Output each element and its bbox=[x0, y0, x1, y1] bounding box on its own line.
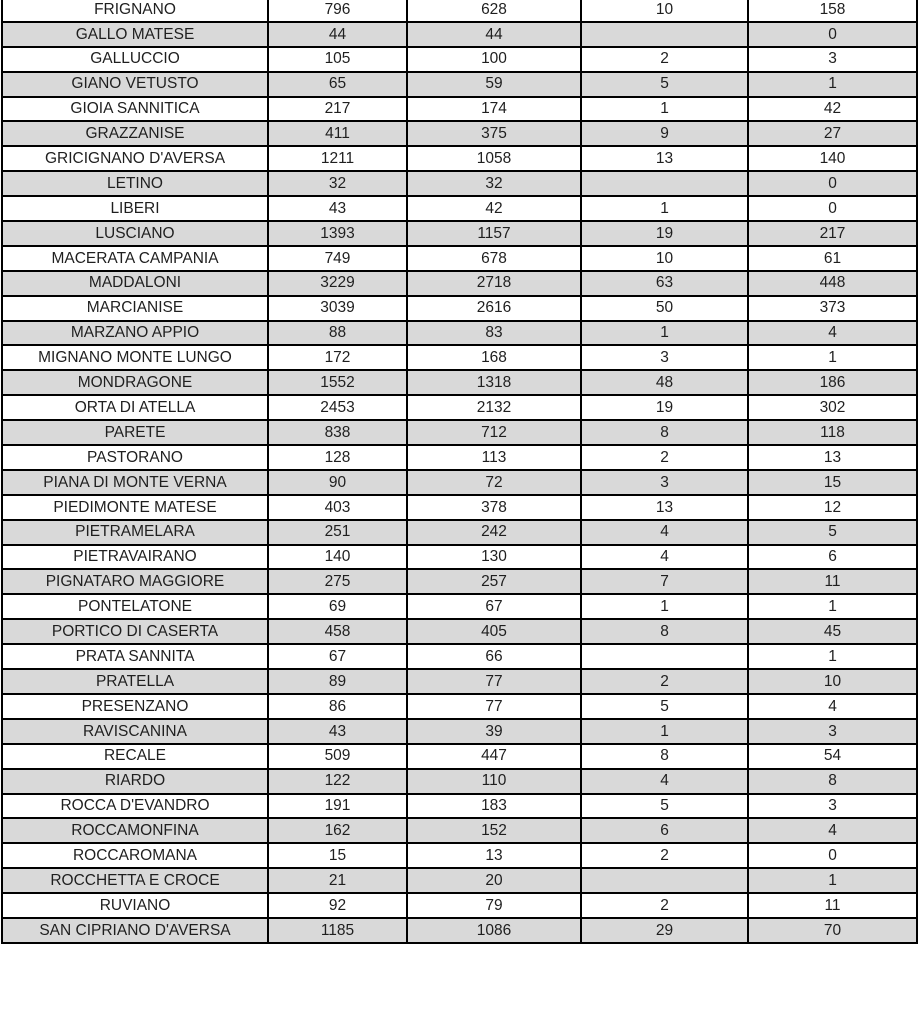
value-cell: 4 bbox=[748, 694, 917, 719]
value-cell: 378 bbox=[407, 495, 581, 520]
municipality-name-cell: GIOIA SANNITICA bbox=[2, 97, 268, 122]
value-cell: 0 bbox=[748, 843, 917, 868]
value-cell: 39 bbox=[407, 719, 581, 744]
municipality-name-cell: RIARDO bbox=[2, 769, 268, 794]
value-cell: 110 bbox=[407, 769, 581, 794]
municipality-name-cell: PASTORANO bbox=[2, 445, 268, 470]
value-cell: 3 bbox=[581, 470, 748, 495]
table-row bbox=[2, 395, 917, 420]
value-cell: 2453 bbox=[268, 395, 407, 420]
municipality-name-cell: GIANO VETUSTO bbox=[2, 72, 268, 97]
table-row bbox=[2, 146, 917, 171]
value-cell: 105 bbox=[268, 47, 407, 72]
value-cell: 77 bbox=[407, 669, 581, 694]
table-row bbox=[2, 694, 917, 719]
value-cell: 1157 bbox=[407, 221, 581, 246]
value-cell: 1 bbox=[748, 345, 917, 370]
table-row bbox=[2, 171, 917, 196]
value-cell: 5 bbox=[581, 794, 748, 819]
value-cell bbox=[581, 171, 748, 196]
value-cell: 3 bbox=[748, 47, 917, 72]
municipality-name-cell: LUSCIANO bbox=[2, 221, 268, 246]
value-cell: 191 bbox=[268, 794, 407, 819]
value-cell: 5 bbox=[581, 694, 748, 719]
municipality-name-cell: PORTICO DI CASERTA bbox=[2, 619, 268, 644]
value-cell: 628 bbox=[407, 0, 581, 22]
value-cell: 42 bbox=[748, 97, 917, 122]
municipality-name-cell: MONDRAGONE bbox=[2, 370, 268, 395]
municipality-name-cell: PRATELLA bbox=[2, 669, 268, 694]
value-cell: 217 bbox=[268, 97, 407, 122]
municipality-name-cell: MIGNANO MONTE LUNGO bbox=[2, 345, 268, 370]
municipality-name-cell: ROCCAROMANA bbox=[2, 843, 268, 868]
table-row bbox=[2, 719, 917, 744]
table-row bbox=[2, 744, 917, 769]
value-cell: 1 bbox=[748, 594, 917, 619]
value-cell: 162 bbox=[268, 818, 407, 843]
value-cell: 8 bbox=[581, 420, 748, 445]
value-cell: 43 bbox=[268, 719, 407, 744]
value-cell: 183 bbox=[407, 794, 581, 819]
value-cell: 4 bbox=[581, 545, 748, 570]
value-cell: 749 bbox=[268, 246, 407, 271]
value-cell: 122 bbox=[268, 769, 407, 794]
value-cell: 174 bbox=[407, 97, 581, 122]
value-cell: 65 bbox=[268, 72, 407, 97]
value-cell: 45 bbox=[748, 619, 917, 644]
value-cell: 61 bbox=[748, 246, 917, 271]
value-cell: 13 bbox=[748, 445, 917, 470]
value-cell: 19 bbox=[581, 395, 748, 420]
table-body bbox=[2, 0, 917, 943]
value-cell: 1 bbox=[748, 72, 917, 97]
municipality-name-cell: PARETE bbox=[2, 420, 268, 445]
value-cell: 13 bbox=[581, 146, 748, 171]
value-cell: 79 bbox=[407, 893, 581, 918]
table-row bbox=[2, 321, 917, 346]
value-cell: 13 bbox=[407, 843, 581, 868]
table-row bbox=[2, 47, 917, 72]
value-cell: 89 bbox=[268, 669, 407, 694]
value-cell: 302 bbox=[748, 395, 917, 420]
value-cell: 12 bbox=[748, 495, 917, 520]
value-cell: 4 bbox=[748, 321, 917, 346]
municipality-name-cell: GALLUCCIO bbox=[2, 47, 268, 72]
value-cell: 405 bbox=[407, 619, 581, 644]
value-cell: 1211 bbox=[268, 146, 407, 171]
value-cell: 6 bbox=[748, 545, 917, 570]
municipality-name-cell: LIBERI bbox=[2, 196, 268, 221]
value-cell: 3229 bbox=[268, 271, 407, 296]
municipality-name-cell: PONTELATONE bbox=[2, 594, 268, 619]
value-cell: 27 bbox=[748, 121, 917, 146]
municipalities-table bbox=[1, 0, 918, 944]
municipality-name-cell: GRAZZANISE bbox=[2, 121, 268, 146]
value-cell: 19 bbox=[581, 221, 748, 246]
table-row bbox=[2, 196, 917, 221]
value-cell: 21 bbox=[268, 868, 407, 893]
value-cell: 140 bbox=[268, 545, 407, 570]
table-row bbox=[2, 271, 917, 296]
table-row bbox=[2, 818, 917, 843]
municipality-name-cell: MARZANO APPIO bbox=[2, 321, 268, 346]
value-cell: 54 bbox=[748, 744, 917, 769]
value-cell: 2 bbox=[581, 669, 748, 694]
municipality-name-cell: ROCCHETTA E CROCE bbox=[2, 868, 268, 893]
value-cell: 15 bbox=[268, 843, 407, 868]
table-row bbox=[2, 420, 917, 445]
value-cell: 128 bbox=[268, 445, 407, 470]
table-row bbox=[2, 495, 917, 520]
value-cell: 6 bbox=[581, 818, 748, 843]
value-cell: 83 bbox=[407, 321, 581, 346]
value-cell: 2 bbox=[581, 445, 748, 470]
value-cell: 1086 bbox=[407, 918, 581, 943]
value-cell: 100 bbox=[407, 47, 581, 72]
value-cell: 42 bbox=[407, 196, 581, 221]
municipality-name-cell: SAN CIPRIANO D'AVERSA bbox=[2, 918, 268, 943]
value-cell: 77 bbox=[407, 694, 581, 719]
table-row bbox=[2, 569, 917, 594]
value-cell: 1 bbox=[581, 196, 748, 221]
value-cell: 5 bbox=[581, 72, 748, 97]
municipality-name-cell: ORTA DI ATELLA bbox=[2, 395, 268, 420]
value-cell: 0 bbox=[748, 171, 917, 196]
value-cell: 796 bbox=[268, 0, 407, 22]
municipality-name-cell: RECALE bbox=[2, 744, 268, 769]
value-cell: 70 bbox=[748, 918, 917, 943]
municipality-name-cell: RUVIANO bbox=[2, 893, 268, 918]
table-row bbox=[2, 97, 917, 122]
table-row bbox=[2, 221, 917, 246]
municipality-name-cell: PRESENZANO bbox=[2, 694, 268, 719]
value-cell: 0 bbox=[748, 22, 917, 47]
value-cell: 43 bbox=[268, 196, 407, 221]
municipality-name-cell: MARCIANISE bbox=[2, 296, 268, 321]
value-cell: 118 bbox=[748, 420, 917, 445]
value-cell: 44 bbox=[268, 22, 407, 47]
value-cell: 678 bbox=[407, 246, 581, 271]
value-cell: 2 bbox=[581, 893, 748, 918]
table-row bbox=[2, 545, 917, 570]
value-cell: 152 bbox=[407, 818, 581, 843]
value-cell: 8 bbox=[581, 619, 748, 644]
value-cell: 4 bbox=[748, 818, 917, 843]
value-cell: 1318 bbox=[407, 370, 581, 395]
value-cell: 72 bbox=[407, 470, 581, 495]
table-row bbox=[2, 918, 917, 943]
value-cell: 10 bbox=[581, 0, 748, 22]
value-cell: 3 bbox=[748, 719, 917, 744]
value-cell: 50 bbox=[581, 296, 748, 321]
value-cell: 10 bbox=[581, 246, 748, 271]
municipality-name-cell: ROCCAMONFINA bbox=[2, 818, 268, 843]
value-cell: 69 bbox=[268, 594, 407, 619]
value-cell: 217 bbox=[748, 221, 917, 246]
table-row bbox=[2, 445, 917, 470]
value-cell: 172 bbox=[268, 345, 407, 370]
table-row bbox=[2, 345, 917, 370]
table-row bbox=[2, 470, 917, 495]
value-cell: 3 bbox=[581, 345, 748, 370]
municipality-name-cell: RAVISCANINA bbox=[2, 719, 268, 744]
value-cell: 186 bbox=[748, 370, 917, 395]
municipality-name-cell: PIETRAMELARA bbox=[2, 520, 268, 545]
municipality-name-cell: GALLO MATESE bbox=[2, 22, 268, 47]
value-cell: 140 bbox=[748, 146, 917, 171]
table-row bbox=[2, 0, 917, 22]
value-cell: 67 bbox=[407, 594, 581, 619]
value-cell: 2616 bbox=[407, 296, 581, 321]
value-cell: 375 bbox=[407, 121, 581, 146]
value-cell: 838 bbox=[268, 420, 407, 445]
value-cell: 1 bbox=[581, 321, 748, 346]
value-cell: 11 bbox=[748, 893, 917, 918]
value-cell: 458 bbox=[268, 619, 407, 644]
table-row bbox=[2, 296, 917, 321]
value-cell: 9 bbox=[581, 121, 748, 146]
table-row bbox=[2, 893, 917, 918]
municipality-name-cell: GRICIGNANO D'AVERSA bbox=[2, 146, 268, 171]
value-cell: 1 bbox=[581, 719, 748, 744]
value-cell: 448 bbox=[748, 271, 917, 296]
municipality-name-cell: MADDALONI bbox=[2, 271, 268, 296]
value-cell: 2718 bbox=[407, 271, 581, 296]
value-cell bbox=[581, 22, 748, 47]
value-cell: 7 bbox=[581, 569, 748, 594]
value-cell: 1393 bbox=[268, 221, 407, 246]
value-cell: 0 bbox=[748, 196, 917, 221]
value-cell: 8 bbox=[748, 769, 917, 794]
value-cell: 11 bbox=[748, 569, 917, 594]
value-cell: 2 bbox=[581, 843, 748, 868]
value-cell: 257 bbox=[407, 569, 581, 594]
municipality-name-cell: ROCCA D'EVANDRO bbox=[2, 794, 268, 819]
municipality-name-cell: PIETRAVAIRANO bbox=[2, 545, 268, 570]
value-cell: 130 bbox=[407, 545, 581, 570]
value-cell: 90 bbox=[268, 470, 407, 495]
value-cell: 5 bbox=[748, 520, 917, 545]
value-cell: 509 bbox=[268, 744, 407, 769]
value-cell: 1 bbox=[581, 97, 748, 122]
value-cell: 59 bbox=[407, 72, 581, 97]
table-row bbox=[2, 121, 917, 146]
value-cell: 1058 bbox=[407, 146, 581, 171]
value-cell: 10 bbox=[748, 669, 917, 694]
value-cell: 1552 bbox=[268, 370, 407, 395]
value-cell: 88 bbox=[268, 321, 407, 346]
table-row bbox=[2, 72, 917, 97]
table-row bbox=[2, 669, 917, 694]
value-cell: 403 bbox=[268, 495, 407, 520]
value-cell: 66 bbox=[407, 644, 581, 669]
table-row bbox=[2, 843, 917, 868]
value-cell: 8 bbox=[581, 744, 748, 769]
municipality-name-cell: PIGNATARO MAGGIORE bbox=[2, 569, 268, 594]
municipality-name-cell: PIEDIMONTE MATESE bbox=[2, 495, 268, 520]
value-cell: 168 bbox=[407, 345, 581, 370]
municipality-name-cell: PRATA SANNITA bbox=[2, 644, 268, 669]
table-row bbox=[2, 868, 917, 893]
municipality-name-cell: FRIGNANO bbox=[2, 0, 268, 22]
table-row bbox=[2, 619, 917, 644]
value-cell: 32 bbox=[407, 171, 581, 196]
value-cell: 13 bbox=[581, 495, 748, 520]
value-cell: 63 bbox=[581, 271, 748, 296]
value-cell: 29 bbox=[581, 918, 748, 943]
value-cell: 4 bbox=[581, 769, 748, 794]
table-row bbox=[2, 520, 917, 545]
value-cell bbox=[581, 644, 748, 669]
table-row bbox=[2, 594, 917, 619]
value-cell: 251 bbox=[268, 520, 407, 545]
value-cell: 1185 bbox=[268, 918, 407, 943]
municipality-name-cell: MACERATA CAMPANIA bbox=[2, 246, 268, 271]
value-cell: 1 bbox=[748, 868, 917, 893]
value-cell: 447 bbox=[407, 744, 581, 769]
value-cell: 67 bbox=[268, 644, 407, 669]
table-row bbox=[2, 22, 917, 47]
value-cell: 48 bbox=[581, 370, 748, 395]
value-cell: 2132 bbox=[407, 395, 581, 420]
table-row bbox=[2, 370, 917, 395]
value-cell: 411 bbox=[268, 121, 407, 146]
value-cell: 86 bbox=[268, 694, 407, 719]
value-cell: 275 bbox=[268, 569, 407, 594]
value-cell: 15 bbox=[748, 470, 917, 495]
value-cell: 712 bbox=[407, 420, 581, 445]
table-row bbox=[2, 644, 917, 669]
value-cell bbox=[581, 868, 748, 893]
value-cell: 92 bbox=[268, 893, 407, 918]
value-cell: 3039 bbox=[268, 296, 407, 321]
value-cell: 3 bbox=[748, 794, 917, 819]
value-cell: 373 bbox=[748, 296, 917, 321]
value-cell: 158 bbox=[748, 0, 917, 22]
value-cell: 20 bbox=[407, 868, 581, 893]
value-cell: 113 bbox=[407, 445, 581, 470]
municipality-name-cell: LETINO bbox=[2, 171, 268, 196]
table-row bbox=[2, 246, 917, 271]
value-cell: 2 bbox=[581, 47, 748, 72]
municipality-name-cell: PIANA DI MONTE VERNA bbox=[2, 470, 268, 495]
value-cell: 242 bbox=[407, 520, 581, 545]
value-cell: 4 bbox=[581, 520, 748, 545]
value-cell: 1 bbox=[581, 594, 748, 619]
table-row bbox=[2, 769, 917, 794]
value-cell: 1 bbox=[748, 644, 917, 669]
table-row bbox=[2, 794, 917, 819]
value-cell: 32 bbox=[268, 171, 407, 196]
value-cell: 44 bbox=[407, 22, 581, 47]
